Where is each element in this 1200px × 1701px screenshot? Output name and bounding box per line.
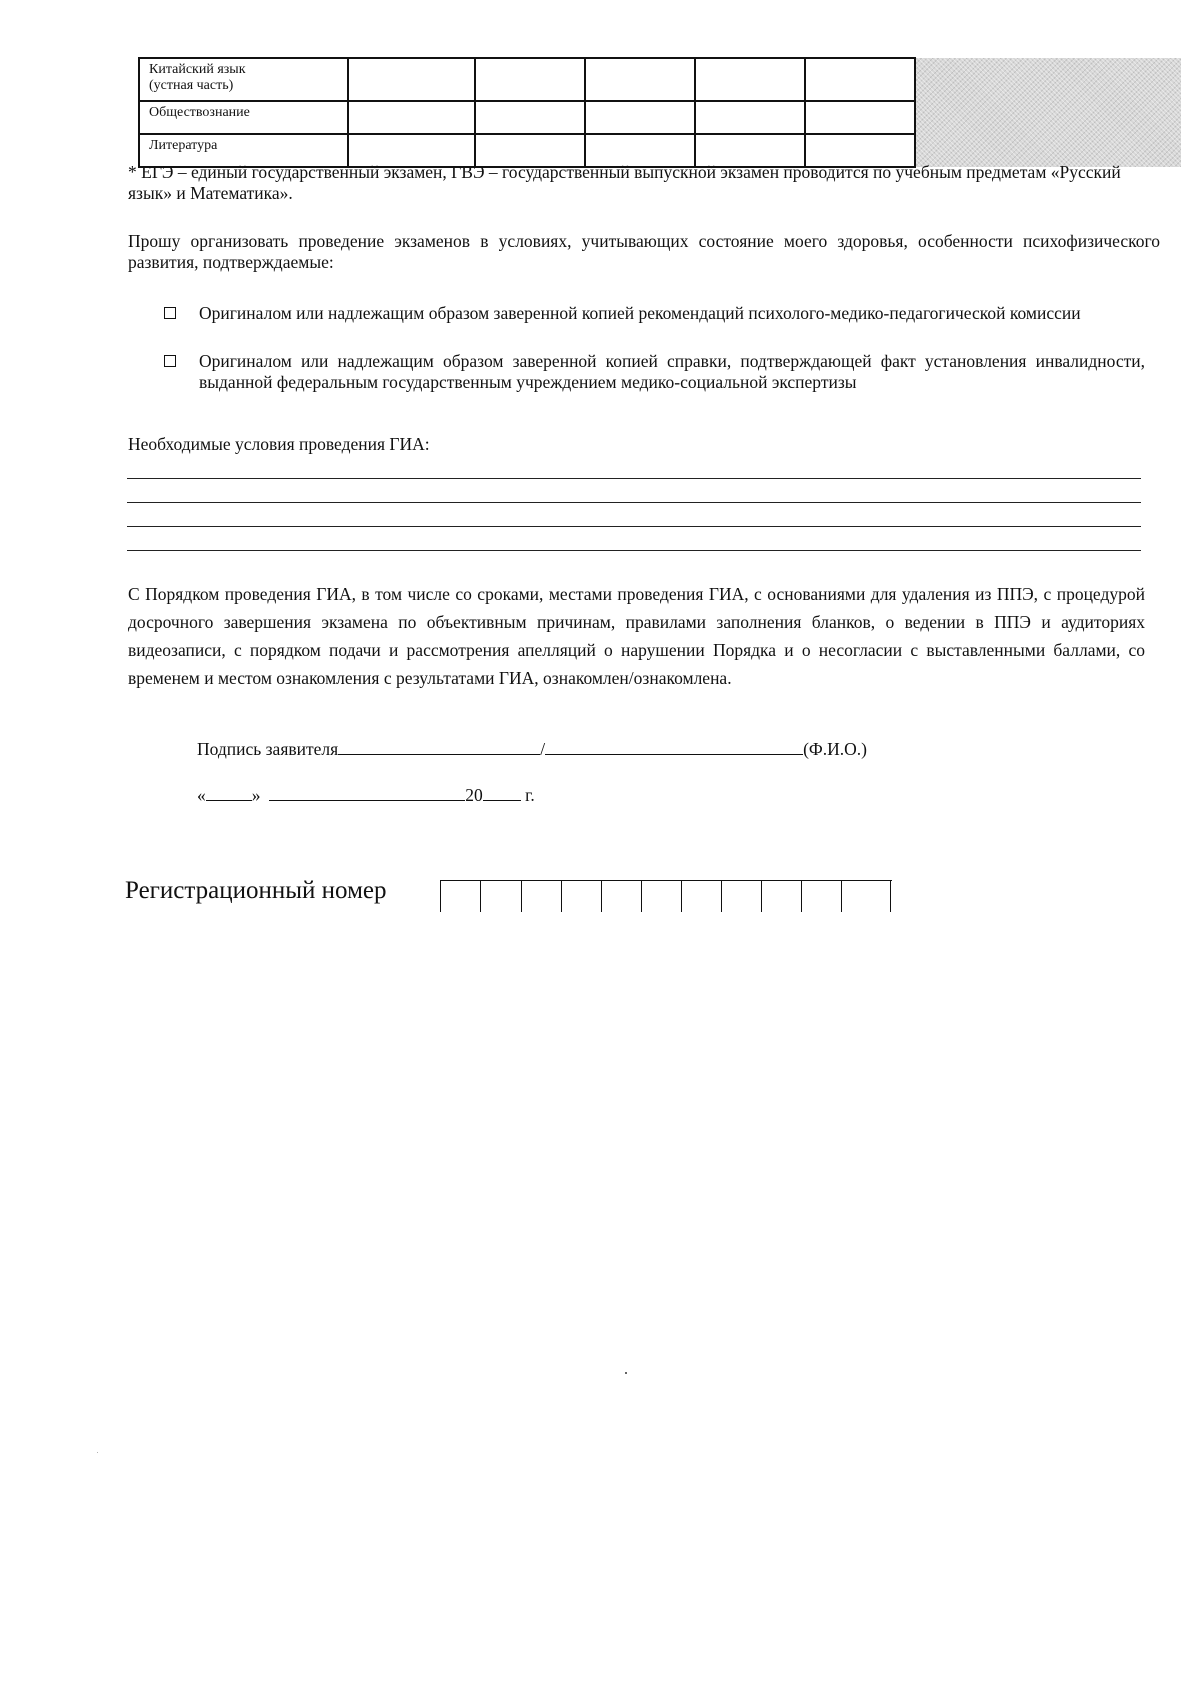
subject-name-cell [139, 101, 348, 134]
registration-box-divider [641, 880, 642, 912]
date-close-quote: » [251, 785, 261, 805]
conditions-line[interactable] [127, 550, 1141, 551]
subject-name-cell [139, 58, 348, 101]
scan-speck [625, 1372, 627, 1374]
table-row [139, 58, 1181, 101]
scan-speck [97, 1452, 98, 1453]
fio-label: (Ф.И.О.) [803, 739, 867, 759]
month-field[interactable] [269, 783, 465, 801]
subject-name: Обществознание [149, 105, 250, 120]
registration-box-divider [521, 880, 522, 912]
registration-box-divider [801, 880, 802, 912]
table-cell[interactable] [475, 58, 585, 101]
shaded-area [915, 58, 1181, 167]
checkbox-icon[interactable] [164, 307, 176, 319]
subjects-table [138, 57, 1181, 168]
registration-box-divider [601, 880, 602, 912]
registration-box-divider [721, 880, 722, 912]
year-suffix: г. [525, 785, 535, 805]
registration-box-divider [841, 880, 842, 912]
registration-box-divider [681, 880, 682, 912]
table-cell[interactable] [695, 58, 805, 101]
table-cell[interactable] [585, 58, 695, 101]
subject-name: Литература [149, 138, 218, 153]
subject-name-note: (устная часть) [149, 78, 234, 93]
option-pmpk[interactable] [160, 303, 1145, 324]
conditions-line[interactable] [127, 478, 1141, 479]
table-cell[interactable] [475, 101, 585, 134]
table-cell[interactable] [805, 58, 915, 101]
registration-box-top-line [440, 880, 892, 881]
registration-box-divider [440, 880, 441, 912]
option-label: Оригиналом или надлежащим образом заверенной копией рекомендаций психолого-медико-педагогической комиссии [199, 303, 1081, 323]
fio-field[interactable] [545, 737, 803, 755]
subject-name: Китайский язык [149, 62, 246, 77]
date-row [197, 783, 535, 806]
signature-field[interactable] [338, 737, 540, 755]
request-paragraph: Прошу организовать проведение экзаменов в условиях, учитывающих состояние моего здоровья, особенности психофизического развития, подтверждаемые: [128, 231, 1160, 272]
table-cell[interactable] [348, 58, 475, 101]
signature-label: Подпись заявителя [197, 739, 339, 759]
year-field[interactable] [483, 783, 521, 801]
registration-box-divider [480, 880, 481, 912]
option-label: Оригиналом или надлежащим образом заверенной копией справки, подтверждающей факт установления инвалидности, выданной федеральным государственным учреждением медико-социальной экспертизы [199, 351, 1145, 392]
table-cell[interactable] [695, 101, 805, 134]
exam-footnote: * ЕГЭ – единый государственный экзамен, ГВЭ – государственный выпускной экзамен проводится по учебным предметам «Русский язык» и Математика». [128, 162, 1121, 203]
checkbox-icon[interactable] [164, 355, 176, 367]
day-field[interactable] [206, 783, 252, 801]
procedure-paragraph: С Порядком проведения ГИА, в том числе со сроками, местами проведения ГИА, с основаниями для удаления из ППЭ, с процедурой досрочного завершения экзамена по объективным причинам, правилами заполнения бланков, о ведении в ППЭ и аудиториях видеозаписи, с порядком подачи и рассмотрения апелляций о нарушении Порядка и о несогласии с выставленными баллами, со временем и местом ознакомления с результатами ГИА, ознакомлен/ознакомлена. [128, 584, 1145, 688]
signature-separator: / [540, 739, 546, 759]
registration-label: Регистрационный номер [125, 877, 387, 904]
signature-row [197, 737, 867, 760]
registration-box-divider [561, 880, 562, 912]
table-cell[interactable] [348, 101, 475, 134]
registration-box-divider [761, 880, 762, 912]
table-cell[interactable] [805, 101, 915, 134]
conditions-line[interactable] [127, 502, 1141, 503]
conditions-line[interactable] [127, 526, 1141, 527]
date-open-quote: « [197, 785, 206, 805]
year-prefix: 20 [465, 785, 483, 805]
table-cell[interactable] [585, 101, 695, 134]
registration-box-divider [890, 880, 891, 912]
option-disability[interactable] [160, 351, 1145, 393]
conditions-label: Необходимые условия проведения ГИА: [128, 434, 430, 454]
